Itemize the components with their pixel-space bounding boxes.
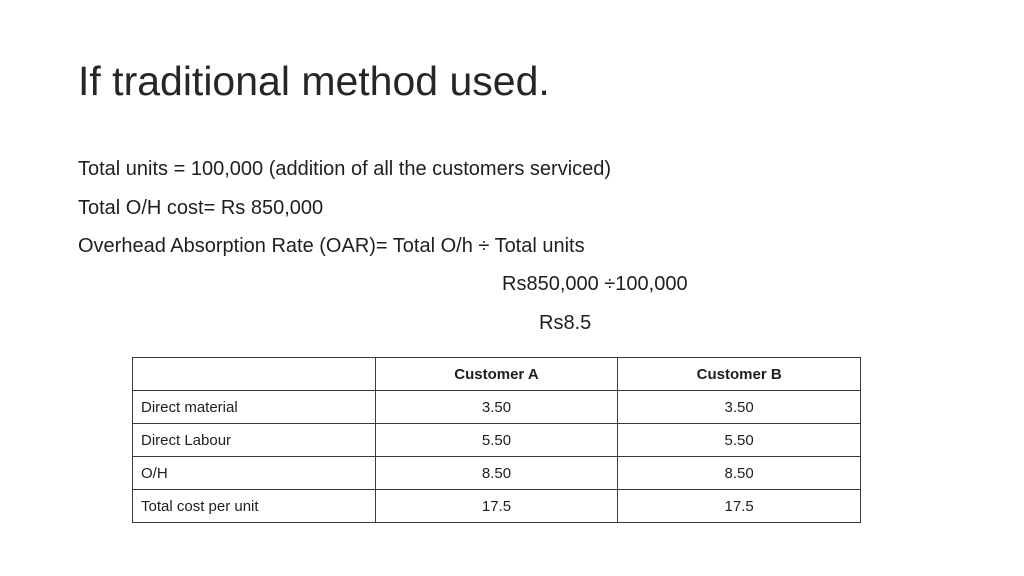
customer-a-value: 3.50 — [375, 391, 618, 424]
customer-b-value: 17.5 — [618, 490, 861, 523]
row-label: Total cost per unit — [133, 490, 376, 523]
oar-result-line: Rs8.5 — [539, 312, 592, 334]
table-row — [133, 457, 861, 490]
table-header-customer-b: Customer B — [618, 358, 861, 391]
customer-a-value: 17.5 — [375, 490, 618, 523]
table-row — [133, 490, 861, 523]
cost-comparison-table — [132, 357, 861, 523]
table-header-customer-a: Customer A — [375, 358, 618, 391]
table-header-blank — [133, 358, 376, 391]
total-overhead-line: Total O/H cost= Rs 850,000 — [78, 197, 324, 219]
table-row — [133, 391, 861, 424]
customer-a-value: 5.50 — [375, 424, 618, 457]
row-label: O/H — [133, 457, 376, 490]
customer-b-value: 3.50 — [618, 391, 861, 424]
row-label: Direct material — [133, 391, 376, 424]
row-label: Direct Labour — [133, 424, 376, 457]
customer-b-value: 5.50 — [618, 424, 861, 457]
slide-title: If traditional method used. — [78, 58, 550, 104]
total-units-line: Total units = 100,000 (addition of all the customers serviced) — [78, 158, 612, 180]
oar-calculation-line: Rs850,000 ÷100,000 — [502, 273, 688, 295]
oar-formula-line: Overhead Absorption Rate (OAR)= Total O/h ÷ Total units — [78, 235, 585, 257]
table-header-row — [133, 358, 861, 391]
table-row — [133, 424, 861, 457]
customer-b-value: 8.50 — [618, 457, 861, 490]
customer-a-value: 8.50 — [375, 457, 618, 490]
